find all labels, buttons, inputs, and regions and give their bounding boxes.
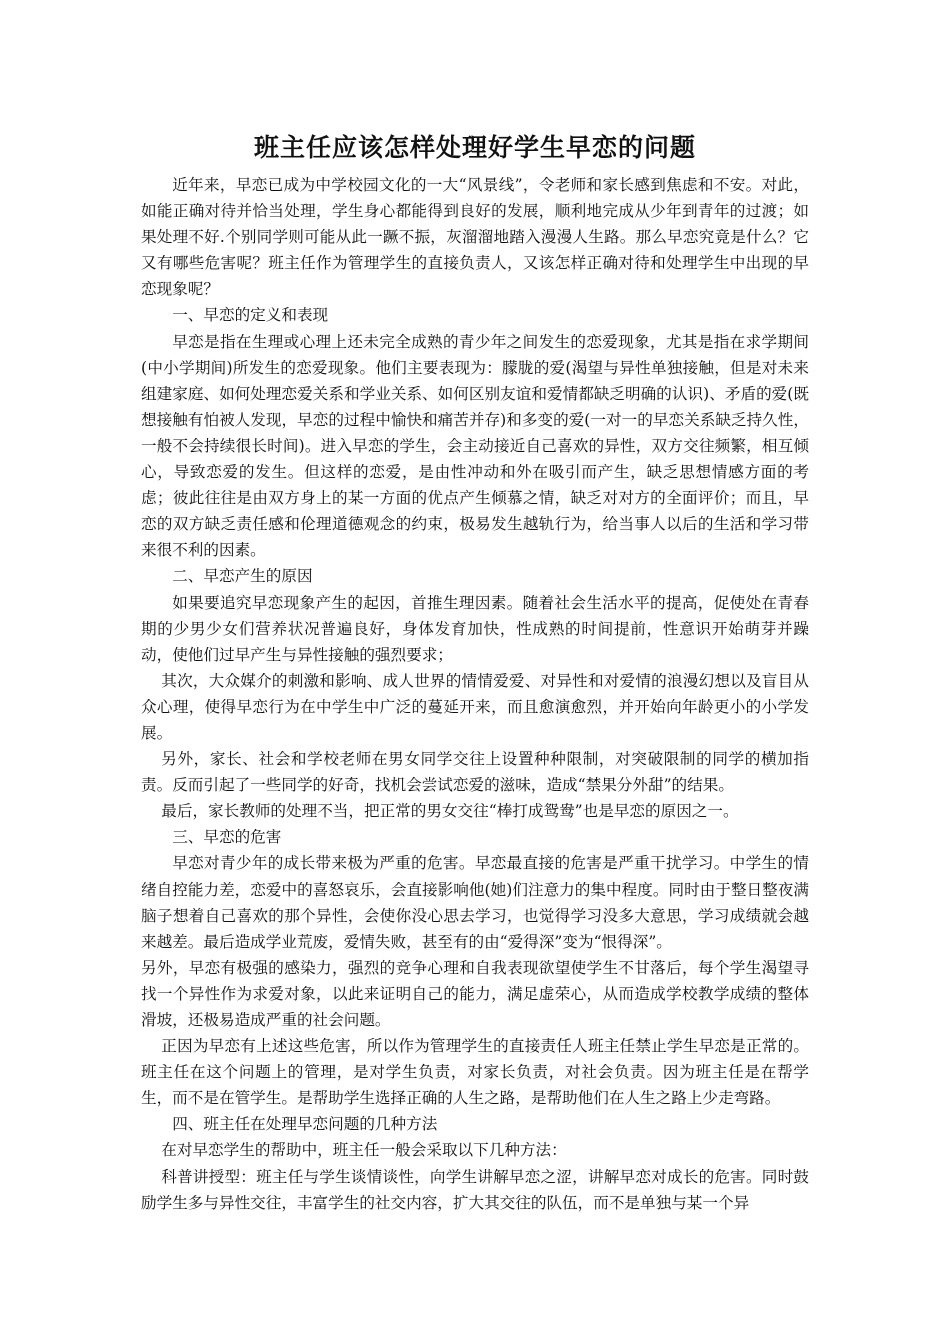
body-paragraph: 如果要追究早恋现象产生的起因，首推生理因素。随着社会生活水平的提高，促使处在青春期的少男少女们营养状况普遍良好，身体发育加快，性成熟的时间提前，性意识开始萌芽并躁动，使他们过早产生与异性接触的强烈要求； [141,593,809,664]
section-heading: 二、早恋产生的原因 [172,567,313,586]
body-paragraph: 其次，大众媒介的刺激和影响、成人世界的情情爱爱、对异性和对爱情的浪漫幻想以及盲目从众心理，使得早恋行为在中学生中广泛的蔓延开来，而且愈演愈烈，并开始向年龄更小的小学发展。 [141,671,809,742]
body-paragraph: 近年来，早恋已成为中学校园文化的一大“风景线”，令老师和家长感到焦虑和不安。对此，如能正确对待并恰当处理，学生身心都能得到良好的发展，顺利地完成从少年到青年的过渡；如果处理不好.个别同学则可能从此一蹶不振，灰溜溜地踏入漫漫人生路。那么早恋究竟是什么？它又有哪些危害呢？班主任作为管理学生的直接负责人，又该怎样正确对待和处理学生中出现的早恋现象呢？ [141,176,809,299]
body-paragraph: 正因为早恋有上述这些危害，所以作为管理学生的直接责任人班主任禁止学生早恋是正常的。班主任在这个问题上的管理，是对学生负责，对家长负责，对社会负责。因为班主任是在帮学生，而不是在管学生。是帮助学生选择正确的人生之路，是帮助他们在人生之路上少走弯路。 [141,1037,809,1108]
body-paragraph: 另外，早恋有极强的感染力，强烈的竞争心理和自我表现欲望使学生不甘落后，每个学生渴望寻找一个异性作为求爱对象，以此来证明自己的能力，满足虚荣心，从而造成学校教学成绩的整体滑坡，还极易造成严重的社会问题。 [141,958,809,1029]
body-paragraph: 早恋是指在生理或心理上还未完全成熟的青少年之间发生的恋爱现象，尤其是指在求学期间(中小学期间)所发生的恋爱现象。他们主要表现为：朦胧的爱(渴望与异性单独接触，但是对未来组建家庭、如何处理恋爱关系和学业关系、如何区别友谊和爱情都缺乏明确的认识)、矛盾的爱(既想接触有怕被人发现，早恋的过程中愉快和痛苦并存)和多变的爱(一对一的早恋关系缺乏持久性，一般不会持续很长时间)。进入早恋的学生，会主动接近自己喜欢的异性，双方交往频繁，相互倾心，导致恋爱的发生。但这样的恋爱，是由性冲动和外在吸引而产生，缺乏思想情感方面的考虑；彼此往往是由双方身上的某一方面的优点产生倾慕之情，缺乏对对方的全面评价；而且，早恋的双方缺乏责任感和伦理道德观念的约束，极易发生越轨行为，给当事人以后的生活和学习带来很不利的因素。 [141,332,809,560]
document-body [141,172,809,1216]
document-page [141,128,809,1216]
body-paragraph: 科普讲授型：班主任与学生谈情谈性，向学生讲解早恋之涩，讲解早恋对成长的危害。同时鼓励学生多与异性交往，丰富学生的社交内容，扩大其交往的队伍，而不是单独与某一个异 [141,1167,809,1212]
body-paragraph: 在对早恋学生的帮助中，班主任一般会采取以下几种方法： [161,1141,567,1160]
body-paragraph: 最后，家长教师的处理不当，把正常的男女交往“棒打成鸳鸯”也是早恋的原因之一。 [161,802,739,821]
section-heading: 三、早恋的危害 [172,828,282,847]
section-heading: 四、班主任在处理早恋问题的几种方法 [172,1115,438,1134]
document-title: 班主任应该怎样处理好学生早恋的问题 [253,133,696,162]
body-paragraph: 早恋对青少年的成长带来极为严重的危害。早恋最直接的危害是严重干扰学习。中学生的情绪自控能力差，恋爱中的喜怒哀乐，会直接影响他(她)们注意力的集中程度。同时由于整日整夜满脑子想着自己喜欢的那个异性，会使你没心思去学习，也觉得学习没多大意思，学习成绩就会越来越差。最后造成学业荒废，爱情失败，甚至有的由“爱得深”变为“恨得深”。 [141,854,809,951]
body-paragraph: 另外，家长、社会和学校老师在男女同学交往上设置种种限制，对突破限制的同学的横加指责。反而引起了一些同学的好奇，找机会尝试恋爱的滋味，造成“禁果分外甜”的结果。 [141,750,809,795]
section-heading: 一、早恋的定义和表现 [172,306,329,325]
